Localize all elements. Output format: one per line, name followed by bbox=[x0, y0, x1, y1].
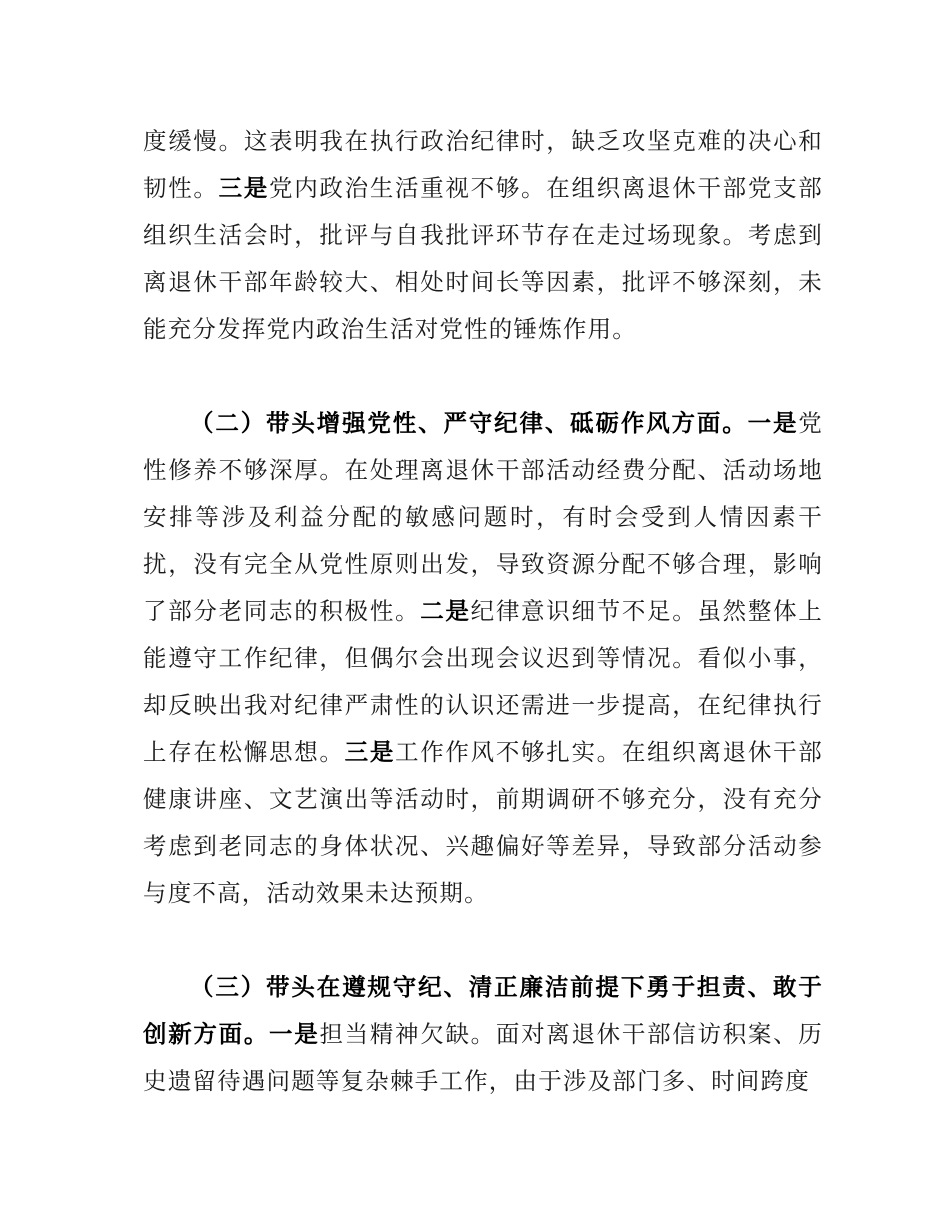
paragraph-2-lead-3: 三是 bbox=[344, 738, 396, 766]
paragraph-2-text-1: 党性修养不够深厚。在处理离退休干部活动经费分配、活动场地安排等涉及利益分配的敏感问题时，有时会受到人情因素干扰，没有完全从党性原则出发，导致资源分配不够合理，影响了部分老同志的积极性。 bbox=[143, 409, 823, 625]
paragraph-1-lead-3: 三是 bbox=[218, 174, 270, 202]
paragraph-3 bbox=[143, 964, 823, 1105]
paragraph-3-text-1: 担当精神欠缺。面对离退休干部信访积案、历史遗留待遇问题等复杂棘手工作，由于涉及部门多、时间跨度 bbox=[143, 1020, 824, 1095]
paragraph-2-text-2: 纪律意识细节不足。虽然整体上能遵守工作纪律，但偶尔会出现会议迟到等情况。看似小事，却反映出我对纪律严肃性的认识还需进一步提高，在纪律执行上存在松懈思想。 bbox=[143, 597, 823, 766]
paragraph-1-text-2: 党内政治生活重视不够。在组织离退休干部党支部组织生活会时，批评与自我批评环节存在走过场现象。考虑到离退休干部年龄较大、相处时间长等因素，批评不够深刻，未能充分发挥党内政治生活对党性的锤炼作用。 bbox=[143, 174, 823, 343]
paragraph-1-text-1: 度缓慢。这表明我在执行政治纪律时，缺乏攻坚克难的决心和韧性。 bbox=[143, 127, 823, 202]
paragraph-2-heading: （二）带头增强党性、严守纪律、砥砺作风方面。一是 bbox=[190, 409, 799, 437]
paragraph-1 bbox=[143, 118, 823, 353]
paragraph-2 bbox=[143, 400, 823, 917]
paragraph-2-text-3: 工作作风不够扎实。在组织离退休干部健康讲座、文艺演出等活动时，前期调研不够充分，没有充分考虑到老同志的身体状况、兴趣偏好等差异，导致部分活动参与度不高，活动效果未达预期。 bbox=[143, 738, 823, 907]
paragraph-3-heading: （三）带头在遵规守纪、清正廉洁前提下勇于担责、敢于创新方面。一是 bbox=[143, 973, 823, 1048]
paragraph-2-lead-2: 二是 bbox=[420, 597, 471, 625]
